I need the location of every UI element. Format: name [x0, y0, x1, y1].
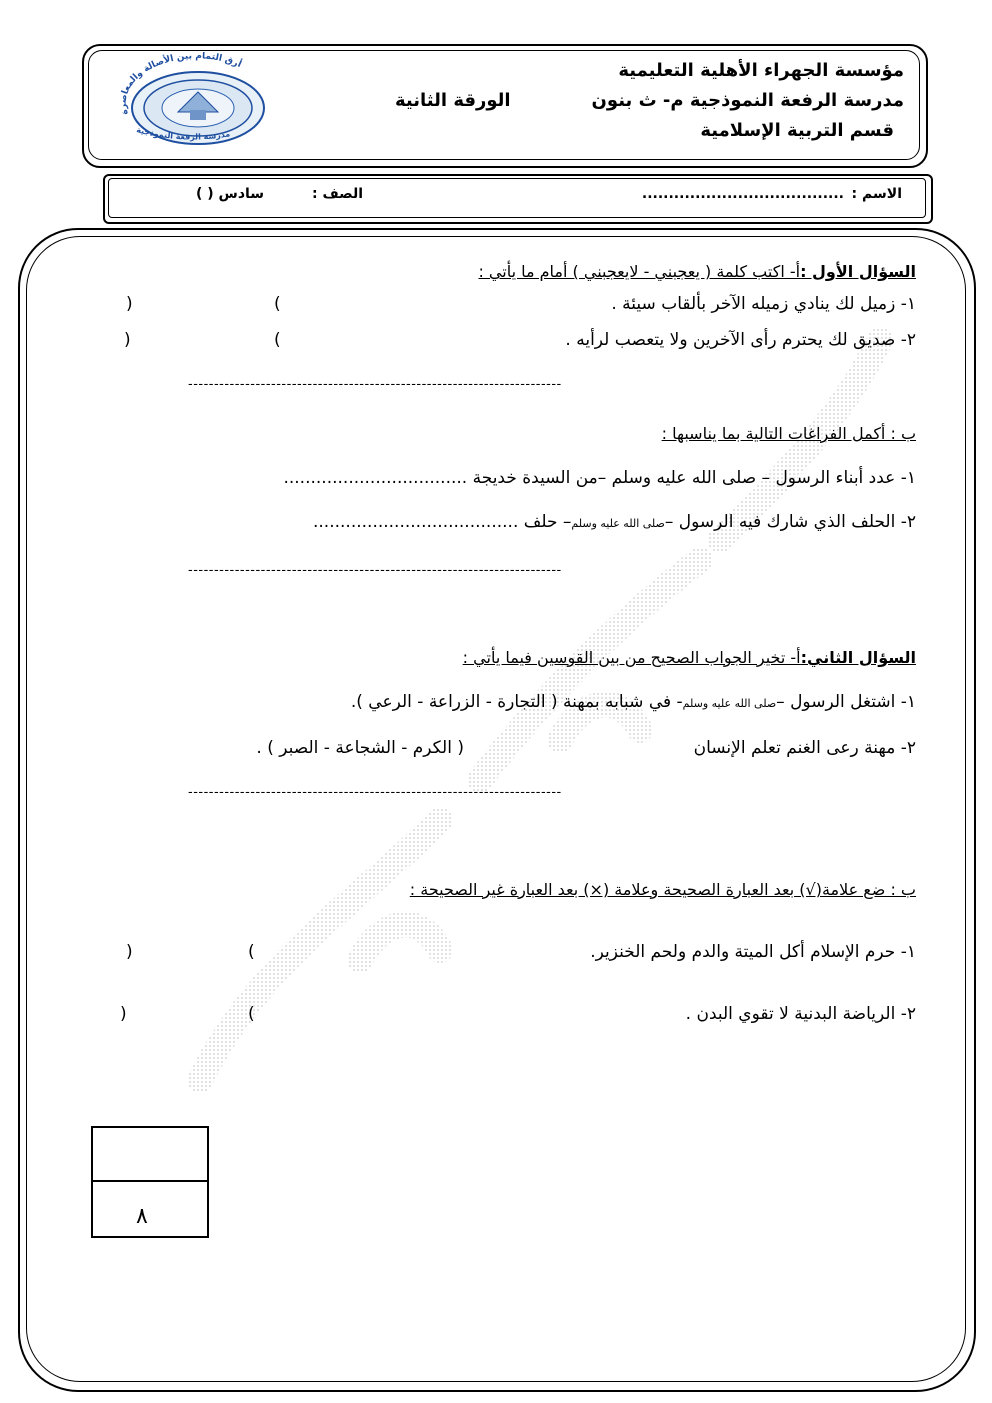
q2-item-1-b: - في شبابه بمهنة ( التجارة - الزراعة - الرعي ).	[350, 692, 683, 712]
q1-title	[478, 262, 916, 281]
separator-3: ------------------------------------------------------------------------	[188, 785, 562, 800]
q2b-item-2: ٢- الرياضة البدنية لا تقوي البدن .	[685, 1004, 916, 1024]
q1-answer-1-open[interactable]: (	[274, 294, 281, 314]
paper-title: الورقة الثانية	[395, 90, 511, 111]
q1-answer-2-open[interactable]: (	[274, 330, 281, 350]
q2-item-1-a: ١- اشتغل الرسول –	[776, 692, 916, 712]
q1b-item-1: ١- عدد أبناء الرسول – صلى الله عليه وسلم –من السيدة خديجة ..................................	[283, 468, 916, 488]
score-max: ٨	[136, 1204, 148, 1229]
q1-answer-1-close[interactable]: )	[126, 294, 133, 314]
q2b-answer-2-close[interactable]: )	[120, 1004, 127, 1024]
logo-bottom-text: مدرسة الرفعة النموذجية	[135, 125, 231, 142]
q1b-title: ب : أكمل الفراغات التالية بما يناسبها :	[661, 424, 916, 443]
q1-title-bold: السؤال الأول :	[800, 262, 916, 281]
q2-title-rest: أ- تخير الجواب الصحيح من بين القوسين فيما يأتي :	[462, 648, 801, 667]
q2b-answer-1-close[interactable]: )	[126, 942, 133, 962]
q2-item-1-small: صلى الله عليه وسلم	[682, 697, 777, 710]
q2b-title: ب : ضع علامة(√) بعد العبارة الصحيحة وعلامة (×) بعد العبارة غير الصحيحة :	[409, 880, 916, 899]
q1-title-rest: أ- اكتب كلمة ( يعجبني - لايعجبني ) أمام ما يأتي :	[478, 262, 801, 281]
q1b-item-2-b: – حلف ......................................	[313, 512, 572, 532]
q1-item-2: ٢- صديق لك يحترم رأى الآخرين ولا يتعصب لرأيه .	[565, 330, 916, 350]
q1-item-1: ١- زميل لك ينادي زميله الآخر بألقاب سيئة .	[611, 294, 916, 314]
q2-title	[463, 648, 916, 667]
q2b-item-1: ١- حرم الإسلام أكل الميتة والدم ولحم الخنزير.	[590, 942, 916, 962]
class-value[interactable]: سادس ( )	[196, 186, 265, 202]
q2-item-2-b: ( الكرم - الشجاعة - الصبر ) .	[256, 738, 464, 758]
q1b-item-2-a: ٢- الحلف الذي شارك فيه الرسول –	[664, 512, 916, 532]
department-name: قسم التربية الإسلامية	[700, 120, 894, 141]
score-divider	[91, 1180, 209, 1182]
separator-1: ------------------------------------------------------------------------	[188, 377, 562, 392]
name-label: الاسم :	[851, 186, 902, 202]
q2-title-bold: السؤال الثاني:	[800, 648, 916, 667]
q2b-answer-2-open[interactable]: (	[248, 1004, 255, 1024]
q1-answer-2-close[interactable]: )	[124, 330, 131, 350]
q1b-item-2	[313, 512, 916, 532]
q2-item-2-a: ٢- مهنة رعى الغنم تعلم الإنسان	[693, 738, 916, 758]
q2-item-1	[351, 692, 916, 712]
school-logo-icon	[106, 52, 288, 148]
separator-2: ------------------------------------------------------------------------	[188, 563, 562, 578]
institution-name: مؤسسة الجهراء الأهلية التعليمية	[618, 60, 904, 81]
logo-top-text: أرق التمام بين الأصالة والمعاصرة	[118, 52, 243, 117]
score-box[interactable]	[91, 1126, 209, 1238]
q2b-answer-1-open[interactable]: (	[248, 942, 255, 962]
class-label: الصف :	[312, 186, 363, 202]
name-field[interactable]: ......................................	[641, 186, 844, 202]
q1b-item-2-small: صلى الله عليه وسلم	[571, 517, 665, 530]
school-name: مدرسة الرفعة النموذجية م- ث بنون	[591, 90, 904, 111]
